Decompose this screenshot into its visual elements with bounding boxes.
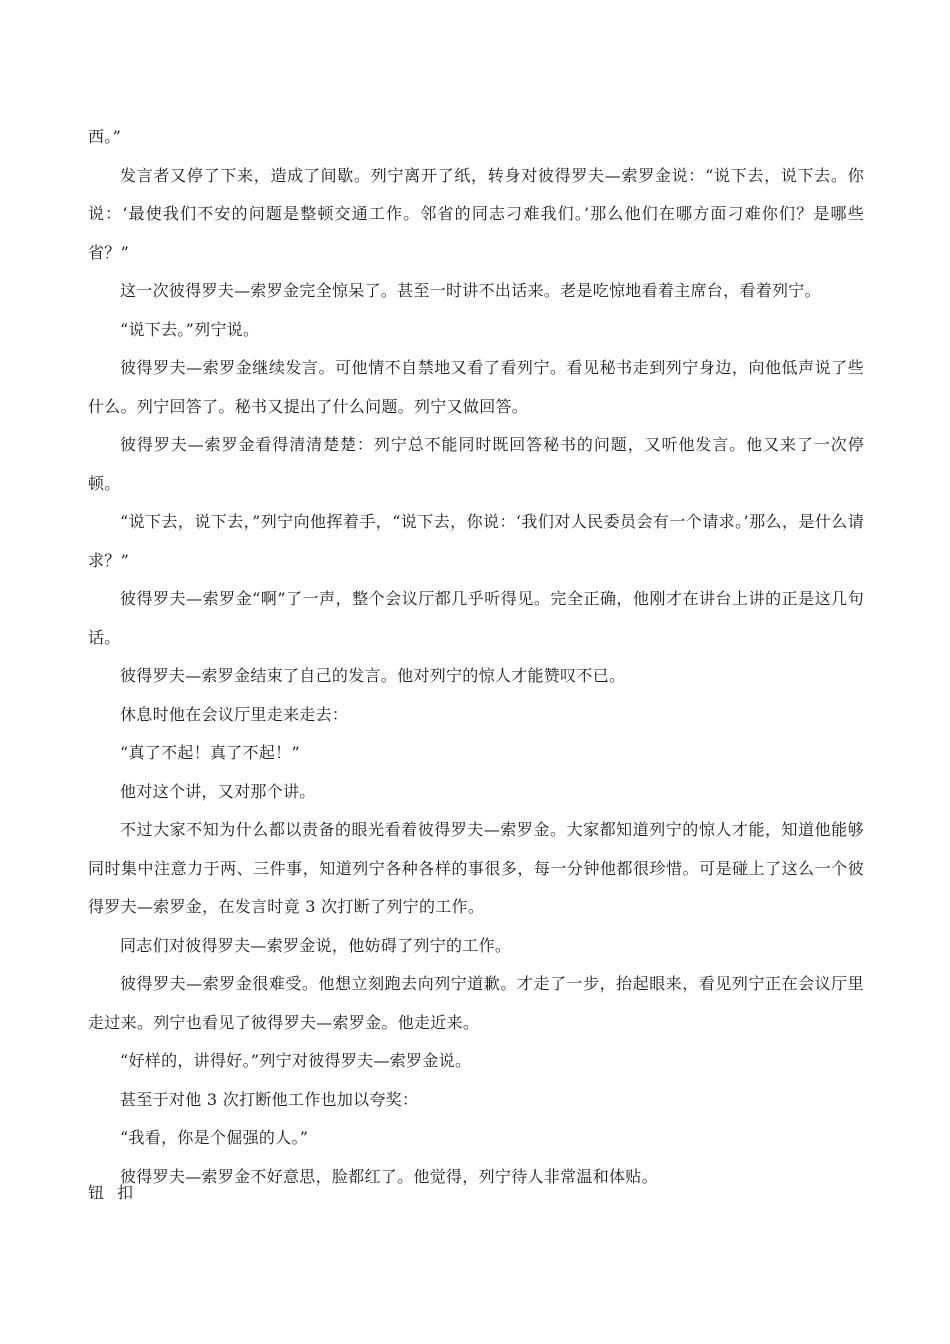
next-section-heading: 钮 扣 <box>88 1183 138 1202</box>
paragraph: 这一次彼得罗夫—索罗金完全惊呆了。甚至一时讲不出话来。老是吃惊地看着主席台，看着列宁。 <box>120 281 821 300</box>
paragraph: 彼得罗夫—索罗金“啊”了一声，整个会议厅都几乎听得见。完全正确，他刚才在讲台上讲的正是这几句话。 <box>88 589 864 647</box>
paragraph: “说下去，说下去，”列宁向他挥着手，“说下去，你说：‘我们对人民委员会有一个请求。’那么，是什么请求？” <box>88 512 864 570</box>
paragraph: “好样的，讲得好。”列宁对彼得罗夫—索罗金说。 <box>120 1051 472 1070</box>
paragraph: 西。” <box>88 127 122 146</box>
paragraph: 彼得罗夫—索罗金看得清清楚楚：列宁总不能同时既回答秘书的问题，又听他发言。他又来了一次停顿。 <box>88 435 864 493</box>
paragraph: 彼得罗夫—索罗金继续发言。可他情不自禁地又看了看列宁。看见秘书走到列宁身边，向他低声说了些什么。列宁回答了。秘书又提出了什么问题。列宁又做回答。 <box>88 358 864 416</box>
paragraph: 彼得罗夫—索罗金不好意思，脸都红了。他觉得，列宁待人非常温和体贴。 <box>120 1166 658 1186</box>
paragraph: “我看，你是个倔强的人。” <box>120 1128 309 1147</box>
paragraph: 甚至于对他 3 次打断他工作也加以夸奖： <box>120 1089 419 1109</box>
paragraph: 他对这个讲，又对那个讲。 <box>120 781 316 801</box>
paragraph: “真了不起！真了不起！” <box>120 743 300 762</box>
paragraph: 同志们对彼得罗夫—索罗金说，他妨碍了列宁的工作。 <box>120 935 512 955</box>
paragraph: 不过大家不知为什么都以责备的眼光看着彼得罗夫—索罗金。大家都知道列宁的惊人才能，知道他能够同时集中注意力于两、三件事，知道列宁各种各样的事很多，每一分钟他都很珍惜。可是碰上了这么一个彼得罗夫—索罗金，在发言时竟 3 次打断了列宁的工作。 <box>88 820 864 916</box>
paragraph: 休息时他在会议厅里走来走去： <box>120 704 349 724</box>
paragraph: “说下去。”列宁说。 <box>120 319 260 339</box>
body-text <box>88 118 864 1196</box>
paragraph: 彼得罗夫—索罗金很难受。他想立刻跑去向列宁道歉。才走了一步，抬起眼来，看见列宁正在会议厅里走过来。列宁也看见了彼得罗夫—索罗金。他走近来。 <box>88 974 864 1032</box>
paragraph: 发言者又停了下来，造成了间歇。列宁离开了纸，转身对彼得罗夫—索罗金说：“说下去，说下去。你说：‘最使我们不安的问题是整顿交通工作。邻省的同志刁难我们。’那么他们在哪方面刁难你们？是哪些省？” <box>88 165 864 262</box>
paragraph: 彼得罗夫—索罗金结束了自己的发言。他对列宁的惊人才能赞叹不已。 <box>120 666 626 685</box>
